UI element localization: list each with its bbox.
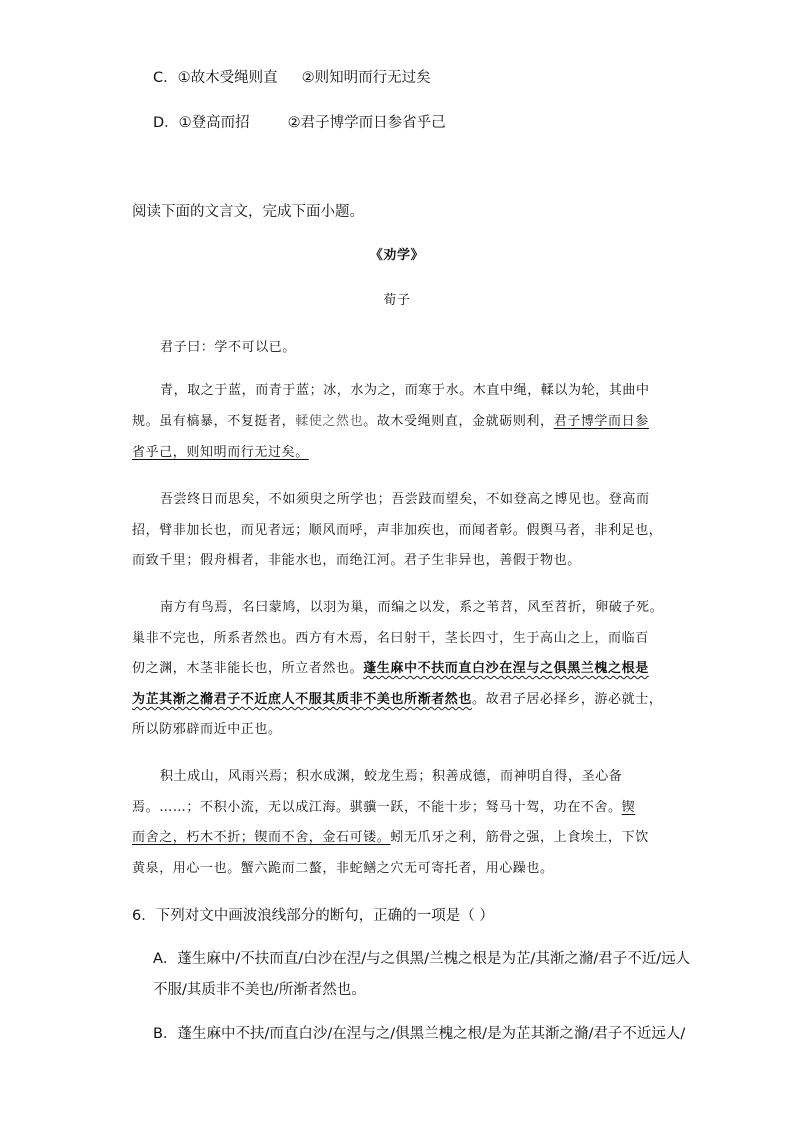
paragraph-4-line-4 <box>132 688 662 707</box>
paragraph-5-line-4: 黄泉，用心一也。蟹六跪而二螯，非蛇鳝之穴无可寄托者，用心躁也。 <box>132 861 554 876</box>
paragraph-4-line-3 <box>132 657 649 676</box>
passage-author: 荀子 <box>383 293 411 308</box>
paragraph-2-line-1: 青，取之于蓝，而青于蓝；冰，水为之，而寒于水。木直中绳，輮以为轮，其曲中 <box>160 383 650 398</box>
paragraph-4-line-2: 巢非不完也，所系者然也。西方有木焉，名曰射干，茎长四寸，生于高山之上，而临百 <box>132 631 649 646</box>
paragraph-3-line-1: 吾尝终日而思矣，不如须臾之所学也；吾尝跂而望矣，不如登高之博见也。登高而 <box>160 492 650 507</box>
paragraph-2-line-2 <box>132 410 649 429</box>
underlined-sentence-part2: 省乎己，则知明而行无过矣。 <box>132 445 309 460</box>
paragraph-4-line-1: 南方有鸟焉，名曰蒙鸠，以羽为巢，而编之以发，系之苇苕，风至苕折，卵破子死。 <box>160 600 664 615</box>
passage-title: 《劝学》 <box>369 248 425 263</box>
paragraph-3-line-2: 招，臂非加长也，而见者远；顺风而呼，声非加疾也，而闻者彰。假舆马者，非利足也， <box>132 523 663 538</box>
underlined-sentence-b-part2: 而舍之，朽木不折；锲而不舍，金石可镂。 <box>132 830 391 845</box>
paragraph-1: 君子曰：学不可以已。 <box>160 340 297 355</box>
text-segment-grey: 輮使之然也 <box>295 414 364 429</box>
question-6-option-b-line-1[interactable]: B．蓬生麻中不扶/而直白沙/在涅与之/俱黑兰槐之根/是为芷其渐之滫/君子不近远人/ <box>153 1026 686 1042</box>
option-d-label: D． <box>153 115 179 131</box>
option-c-item1: ①故木受绳则直 <box>177 70 278 86</box>
paragraph-5-line-2 <box>132 796 635 815</box>
text-segment: 仞之渊，木茎非能长也，所立者然也。 <box>132 661 364 676</box>
question-6-option-a-line-1[interactable]: A．蓬生麻中/不扶而直/白沙在涅/与之俱黑/兰槐之根是为芷/其渐之滫/君子不近/远人 <box>153 951 691 967</box>
wavy-underlined-part1: 蓬生麻中不扶而直白沙在涅与之俱黑兰槐之根是 <box>363 661 649 676</box>
wavy-underlined-part2: 为芷其渐之滫君子不近庶人不服其质非不美也所渐者然也 <box>132 692 473 707</box>
paragraph-4-line-5: 所以防邪辟而近中正也。 <box>132 722 282 737</box>
paragraph-3-line-3: 而致千里；假舟楫者，非能水也，而绝江河。君子生非异也，善假于物也。 <box>132 553 581 568</box>
question-6-stem: 6．下列对文中画波浪线部分的断句，正确的一项是（ ） <box>132 908 494 924</box>
text-segment: 。故木受绳则直，金就砺则利， <box>363 414 554 429</box>
paragraph-5-line-3 <box>132 826 649 845</box>
paragraph-5-line-1: 积土成山，风雨兴焉；积水成渊，蛟龙生焉；积善成德，而神明自得，圣心备 <box>160 769 623 784</box>
underlined-sentence-b-part1: 锲 <box>621 800 636 815</box>
reading-intro: 阅读下面的文言文，完成下面小题。 <box>132 204 364 220</box>
option-d-item1: ①登高而招 <box>178 115 250 131</box>
paragraph-2-line-3 <box>132 441 309 460</box>
underlined-sentence-part1: 君子博学而日参 <box>553 414 649 429</box>
option-c-item2: ②则知明而行无过矣 <box>301 70 431 86</box>
option-c-label: C． <box>153 70 178 86</box>
option-d <box>153 111 446 132</box>
question-6-option-a-line-2[interactable]: 不服/其质非不美也/所渐者然也。 <box>153 982 366 998</box>
text-segment: 蚓无爪牙之利，筋骨之强，上食埃土，下饮 <box>390 830 649 845</box>
option-c <box>153 66 431 87</box>
text-segment: 。故君子居必择乡，游必就士， <box>472 692 663 707</box>
text-segment: 规。虽有槁暴，不复挺者， <box>132 414 296 429</box>
text-segment: 焉。……；不积小流，无以成江海。骐骥一跃，不能十步；驽马十驾，功在不舍。 <box>132 800 622 815</box>
option-d-item2: ②君子博学而日参省乎己 <box>287 115 446 131</box>
